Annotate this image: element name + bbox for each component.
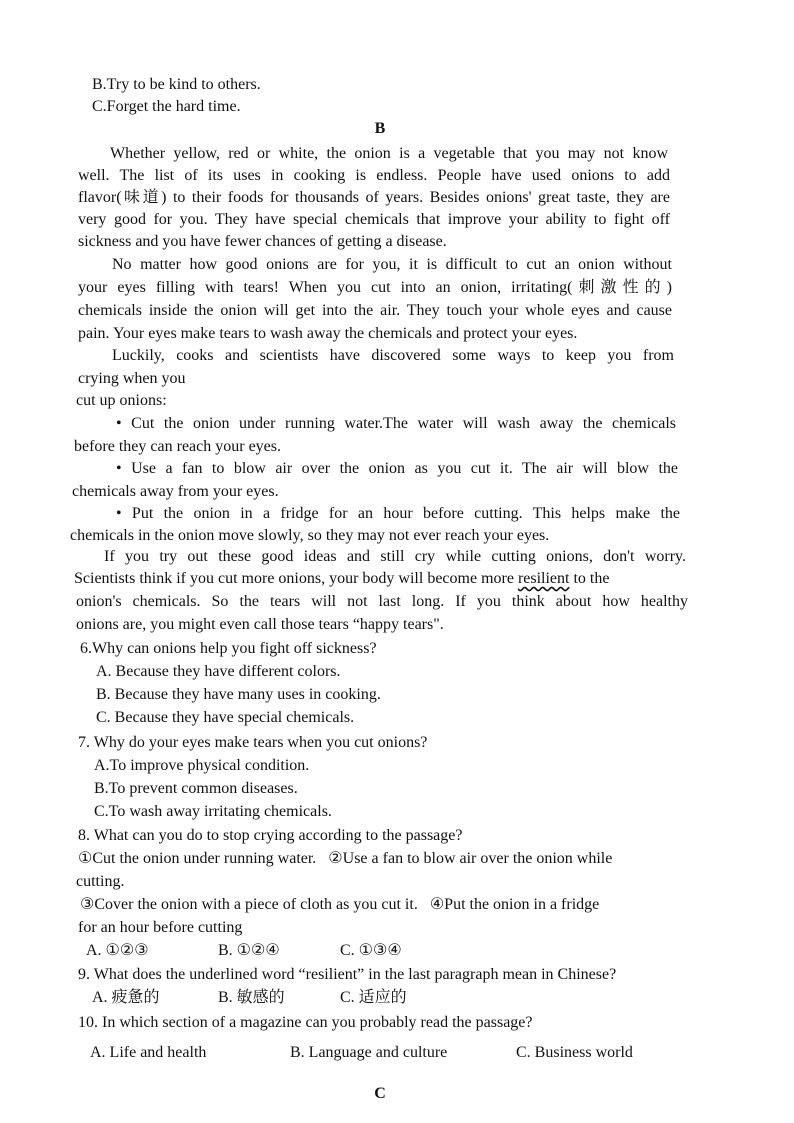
q9-option-a[interactable]: A. 疲惫的 [92, 989, 160, 1006]
q8-stem: 8. What can you do to stop crying according to the passage? [78, 827, 463, 844]
section-b-heading: B [374, 120, 386, 137]
q9-stem: 9. What does the underlined word “resilient” in the last paragraph mean in Chinese? [78, 966, 617, 983]
p4-line-4: onions are, you might even call those tears “happy tears". [76, 616, 444, 633]
q10-option-b[interactable]: B. Language and culture [290, 1044, 448, 1061]
p2-line-1: No matter how good onions are for you, it is difficult to cut an onion without [112, 256, 672, 273]
bullet-3-line-1: • Put the onion in a fridge for an hour before cutting. This helps make the [116, 505, 680, 522]
bullet-3-line-2: chemicals in the onion move slowly, so they may not ever reach your eyes. [70, 527, 550, 544]
q6-stem: 6.Why can onions help you fight off sickness? [80, 640, 377, 657]
q9-option-c[interactable]: C. 适应的 [340, 989, 407, 1006]
p3-line-2: crying when you [78, 370, 186, 387]
q8-option-a[interactable]: A. ①②③ [86, 942, 149, 959]
q7-option-b[interactable]: B.To prevent common diseases. [94, 780, 298, 797]
q7-option-a[interactable]: A.To improve physical condition. [94, 757, 310, 774]
q10-option-c[interactable]: C. Business world [516, 1044, 633, 1061]
resilient-word: resilient [517, 570, 570, 587]
q8-option-c[interactable]: C. ①③④ [340, 942, 402, 959]
p4-line-2 [74, 568, 688, 590]
p4-line-2-pre: Scientists think if you cut more onions, your body will become more [74, 570, 518, 587]
p3-line-3: cut up onions: [76, 392, 167, 409]
q8-option-b[interactable]: B. ①②④ [218, 942, 280, 959]
p4-line-2-post: to the [569, 570, 610, 587]
q6-option-a[interactable]: A. Because they have different colors. [96, 663, 341, 680]
p2-line-3: chemicals inside the onion will get into the air. They touch your whole eyes and cause [78, 302, 672, 319]
q9-option-b[interactable]: B. 敏感的 [218, 989, 285, 1006]
bullet-2-line-2: chemicals away from your eyes. [72, 483, 279, 500]
p1-line-5: sickness and you have fewer chances of getting a disease. [78, 233, 447, 250]
bullet-1-line-1: • Cut the onion under running water.The water will wash away the chemicals [116, 415, 676, 432]
q7-stem: 7. Why do your eyes make tears when you cut onions? [78, 734, 428, 751]
p2-line-2: your eyes filling with tears! When you cut into an onion, irritating(刺激性的) [78, 279, 672, 296]
q10-stem: 10. In which section of a magazine can you probably read the passage? [78, 1014, 533, 1031]
p2-line-4: pain. Your eyes make tears to wash away the chemicals and protect your eyes. [78, 325, 578, 342]
bullet-1-line-2: before they can reach your eyes. [74, 438, 281, 455]
option-b-prev: B.Try to be kind to others. [92, 76, 261, 93]
q7-option-c[interactable]: C.To wash away irritating chemicals. [94, 803, 332, 820]
p1-line-4: very good for you. They have special chemicals that improve your ability to fight off [78, 211, 670, 228]
q6-option-c[interactable]: C. Because they have special chemicals. [96, 709, 355, 726]
p4-line-1: If you try out these good ideas and still cry while cutting onions, don't worry. [104, 548, 686, 565]
q8-choices-line-1: ①Cut the onion under running water. ②Use a fan to blow air over the onion while [78, 850, 613, 867]
q8-choices-line-3: ③Cover the onion with a piece of cloth as you cut it. ④Put the onion in a fridge [80, 896, 600, 913]
q10-option-a[interactable]: A. Life and health [90, 1044, 207, 1061]
p4-line-3: onion's chemicals. So the tears will not last long. If you think about how healthy [76, 593, 688, 610]
bullet-2-line-1: • Use a fan to blow air over the onion as you cut it. The air will blow the [116, 460, 678, 477]
q6-option-b[interactable]: B. Because they have many uses in cooking. [96, 686, 381, 703]
option-c-prev: C.Forget the hard time. [92, 98, 241, 115]
section-c-heading: C [374, 1085, 386, 1102]
p3-line-1: Luckily, cooks and scientists have discovered some ways to keep you from [112, 347, 674, 364]
q8-choices-line-2: cutting. [76, 873, 125, 890]
q8-choices-line-4: for an hour before cutting [78, 919, 243, 936]
p1-line-3: flavor(味道) to their foods for thousands of years. Besides onions' great taste, they are [78, 189, 670, 206]
p1-line-1: Whether yellow, red or white, the onion is a vegetable that you may not know [110, 145, 668, 162]
p1-line-2: well. The list of its uses in cooking is endless. People have used onions to add [78, 167, 670, 184]
